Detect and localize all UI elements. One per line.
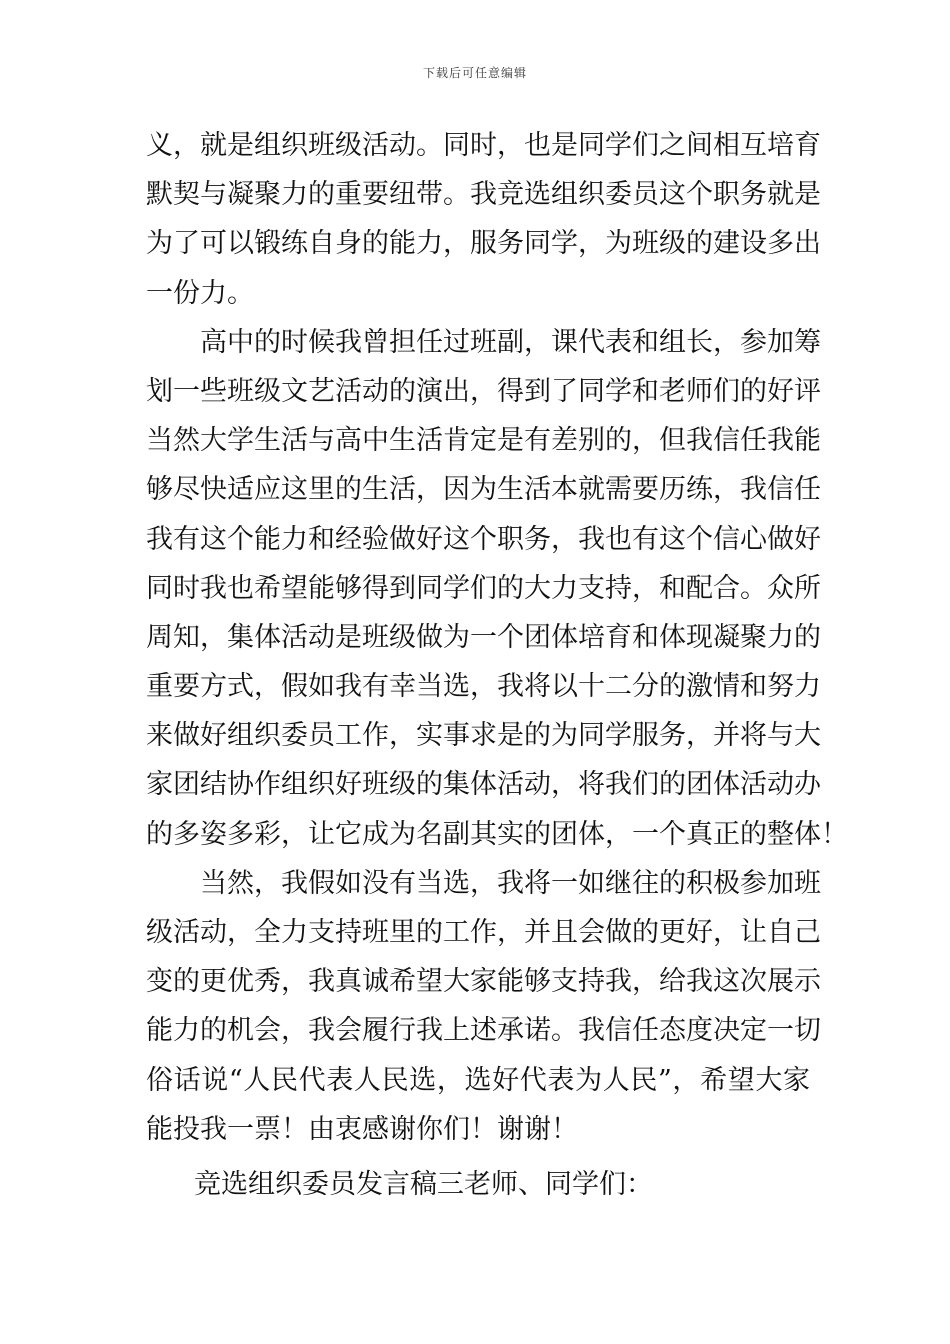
text-line: 竞选组织委员发言稿三老师、同学们： <box>194 1168 653 1200</box>
text-line: 默契与凝聚力的重要纽带。我竞选组织委员这个职务就是 <box>146 179 821 211</box>
text-line: 高中的时候我曾担任过班副，课代表和组长，参加筹 <box>200 326 821 358</box>
text-line: 变的更优秀，我真诚希望大家能够支持我，给我这次展示 <box>146 966 821 998</box>
text-line: 当然，我假如没有当选，我将一如继往的积极参加班 <box>200 867 821 899</box>
text-line: 义，就是组织班级活动。同时，也是同学们之间相互培育 <box>146 130 821 161</box>
text-line: 的多姿多彩，让它成为名副其实的团体，一个真正的整体！ <box>146 818 848 850</box>
text-line: 当然大学生活与高中生活肯定是有差别的，但我信任我能 <box>146 425 821 457</box>
page-header: 下载后可任意编辑 <box>422 66 527 80</box>
text-line: 重要方式，假如我有幸当选，我将以十二分的激情和努力 <box>146 671 821 703</box>
text-line: 能投我一票！由衷感谢你们！谢谢！ <box>146 1113 578 1145</box>
text-line: 俗话说“人民代表人民选，选好代表为人民”，希望大家 <box>146 1064 810 1096</box>
text-line: 为了可以锻练自身的能力，服务同学，为班级的建设多出 <box>146 228 821 260</box>
text-line: 级活动，全力支持班里的工作，并且会做的更好，让自己 <box>146 917 821 948</box>
text-line: 同时我也希望能够得到同学们的大力支持，和配合。众所 <box>146 572 821 604</box>
text-line: 周知，集体活动是班级做为一个团体培育和体现凝聚力的 <box>146 621 821 653</box>
text-line: 划一些班级文艺活动的演出，得到了同学和老师们的好评 <box>146 375 821 407</box>
text-line: 我有这个能力和经验做好这个职务，我也有这个信心做好 <box>146 523 821 555</box>
text-line: 够尽快适应这里的生活，因为生活本就需要历练，我信任 <box>146 474 821 506</box>
document-body <box>146 121 848 1209</box>
text-line: 一份力。 <box>146 277 254 309</box>
text-line: 家团结协作组织好班级的集体活动，将我们的团体活动办 <box>146 769 821 801</box>
text-line: 来做好组织委员工作，实事求是的为同学服务，并将与大 <box>146 720 821 752</box>
text-line: 能力的机会，我会履行我上述承诺。我信任态度决定一切 <box>146 1015 821 1047</box>
